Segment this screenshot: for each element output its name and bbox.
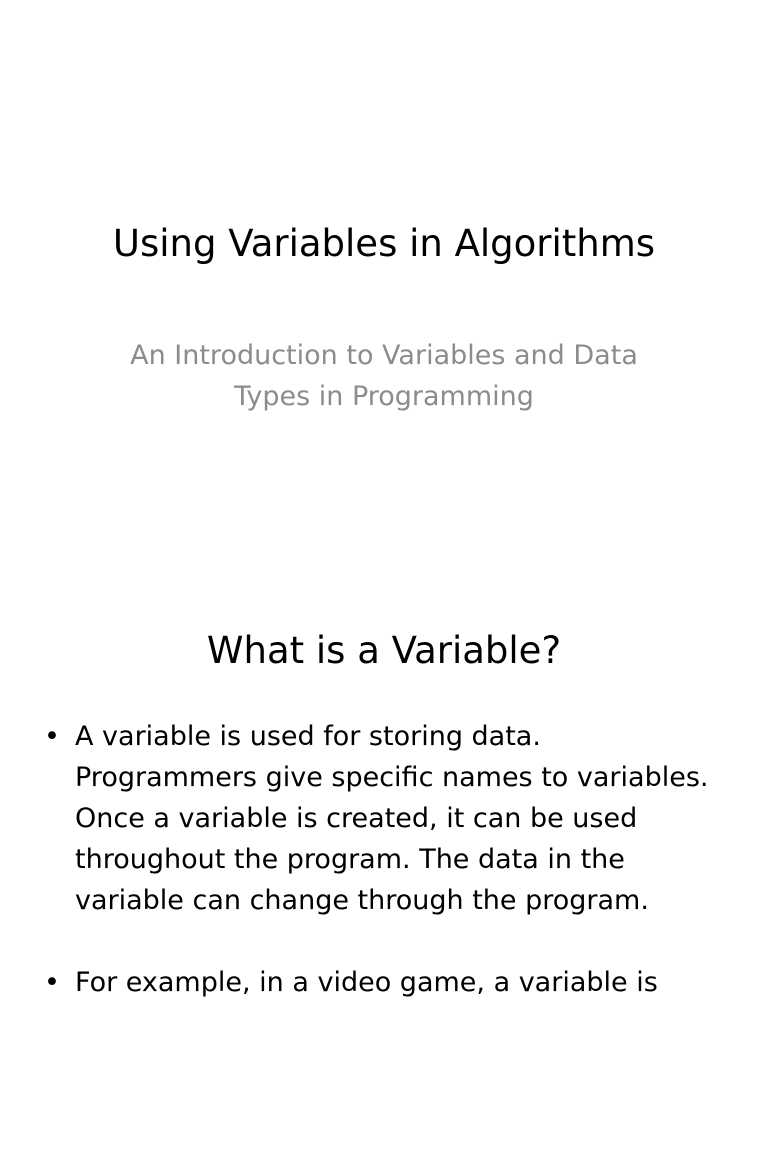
subtitle-line: An Introduction to Variables and Data [130,340,638,371]
bullet-dot-icon: • [44,721,60,752]
bullet-item [0,716,768,921]
bullet-dot-icon: • [44,967,60,998]
bullet-item [0,962,768,1003]
bullet-text-line: For example, in a video game, a variable is [75,967,658,998]
slide-title: Using Variables in Algorithms [112,222,656,265]
bullet-text-line: Once a variable is created, it can be used [75,803,638,834]
bullet-text-line: Programmers give specific names to variables. [75,762,709,793]
bullet-text-line: variable can change through the program. [75,885,649,916]
slide-subtitle [0,335,768,417]
content-slide [0,576,768,1152]
subtitle-line: Types in Programming [234,381,534,412]
slide-heading: What is a Variable? [206,629,562,672]
bullet-text-line: A variable is used for storing data. [75,721,541,752]
bullet-text-line: throughout the program. The data in the [75,844,625,875]
bullet-list [0,716,768,1003]
